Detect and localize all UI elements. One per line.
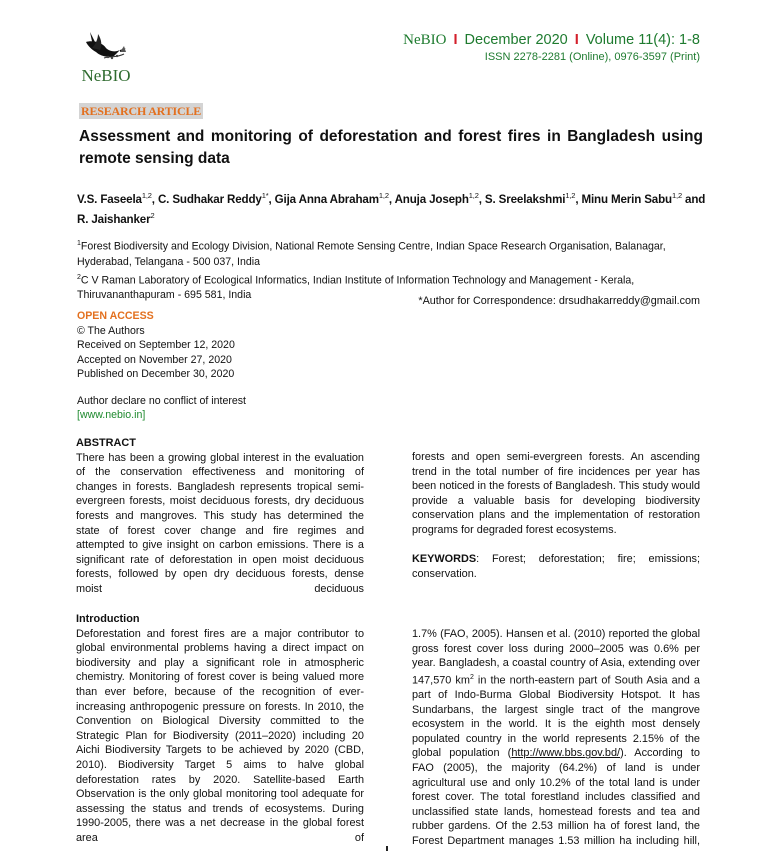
open-access-label: OPEN ACCESS bbox=[77, 310, 154, 322]
abstract-heading: ABSTRACT bbox=[76, 437, 136, 449]
introduction-heading: Introduction bbox=[76, 613, 140, 625]
volume-info: Volume 11(4): 1-8 bbox=[585, 32, 700, 48]
correspondence-line: *Author for Correspondence: drsudhakarreddy@gmail.com bbox=[418, 295, 700, 307]
author-affiliation-marker: 1,2 bbox=[141, 191, 152, 200]
logo-text: NeBIO bbox=[81, 66, 131, 85]
issue-date: December 2020 bbox=[464, 32, 568, 48]
author-affiliation-marker: 2 bbox=[150, 210, 155, 220]
accepted-date: Accepted on November 27, 2020 bbox=[77, 353, 232, 366]
introduction-right-column bbox=[412, 627, 700, 849]
affiliation-1: $^1$Forest Biodiversity and Ecology Division, National Remote Sensing Centre, Indian Space Research Organisation, Balanagar, Hyderabad, Telangana - 500 037, India bbox=[77, 240, 666, 268]
author-affiliation-marker: 1,2 bbox=[468, 191, 479, 200]
article-title: Assessment and monitoring of deforestation and forest fires in Bangladesh using remote sensing data bbox=[79, 128, 703, 167]
separator: I bbox=[453, 32, 458, 48]
abstract-text: There has been a growing global interest in the evaluation of the conservation effectiveness and monitoring of changes in forests. Bangladesh represents tropical semi-evergreen forests, moist deciduous forests, dry deciduous forests and mangroves. This study has determined the state of forest cover change and fire regimes and attempted to give insight on carbon emissions. There is a significant rate of deforestation in open moist deciduous forests, followed by open dry deciduous forests, dense moist deciduous bbox=[76, 451, 364, 595]
keywords bbox=[412, 552, 700, 581]
article-type-label: RESEARCH ARTICLE bbox=[81, 104, 202, 118]
affiliations bbox=[77, 236, 717, 303]
author-affiliation-marker: 1,2 bbox=[378, 191, 389, 200]
author-name: S. Sreelakshmi bbox=[484, 192, 566, 206]
website-link[interactable]: [www.nebio.in] bbox=[77, 409, 146, 421]
author-list: V.S. Faseela$^{1,2}$, C. Sudhakar Reddy$^{1*}$, Gija Anna Abraham$^{1,2}$, Anuja Joseph$^{1,2}$, S. Sreelakshmi$^{1,2}$, Minu Merin Sabu$^{1,2}$ and R. Jaishanker$^2$ bbox=[77, 191, 706, 226]
author-name: Minu Merin Sabu bbox=[581, 192, 672, 206]
author-affiliation-marker: 1,2 bbox=[671, 191, 682, 200]
author-name: R. Jaishanker bbox=[77, 212, 151, 226]
received-date: Received on September 12, 2020 bbox=[77, 339, 235, 351]
author-name: V.S. Faseela bbox=[77, 192, 142, 206]
author-name: C. Sudhakar Reddy bbox=[157, 192, 262, 206]
issn-line: ISSN 2278-2281 (Online), 0976-3597 (Print) bbox=[484, 51, 700, 63]
introduction-left-column bbox=[76, 612, 364, 846]
page-mark bbox=[386, 846, 388, 851]
abstract-right-column bbox=[412, 450, 700, 581]
author-name: Gija Anna Abraham bbox=[274, 192, 379, 206]
conflict-statement: Author declare no conflict of interest bbox=[77, 394, 247, 407]
keywords-label: KEYWORDS bbox=[412, 553, 477, 566]
abstract-left-column bbox=[76, 436, 364, 597]
separator: I bbox=[574, 32, 579, 48]
abstract-text-continued: forests and open semi-evergreen forests. An ascending trend in the total number of fire incidences per year has been noticed in the forests of Bangladesh. This study would provide a valuable basis for developing biodiversity conservation plans and the implementation of restoration programs for degraded forest ecosystems. bbox=[412, 451, 700, 536]
keywords-list: : Forest; deforestation; fire; emissions; conservation. bbox=[412, 553, 700, 580]
journal-logo bbox=[76, 30, 136, 90]
introduction-text-continued: 1.7% (FAO, 2005). Hansen et al. (2010) reported the global gross forest cover loss during 2000–2005 was 0.6% per year. Bangladesh, a coastal country of Asia, extending over 147,570 $km^2$ in the north-eastern part of South Asia and a part of Indo-Burma Global Biodiversity Hotspot. It has Sundarbans, the largest single tract of the mangrove ecosystem in the world. It is the eighth most densely populated country in the world represents 2.15% of the global population (http://www.bbs.gov.bd/). According to FAO (2005), the majority (64.2%) of land is under agricultural use and only 10.2% of the total land is under forest cover. The total forestland includes classified and unclassified state lands, homestead forests and tea and rubber gardens. Of the 2.53 million ha of forest land, the Forest Department manages 1.53 million ha including hill, bbox=[412, 628, 700, 847]
journal-citation-line bbox=[403, 32, 700, 49]
author-affiliation-marker: 1* bbox=[261, 191, 269, 200]
journal-name: NeBIO bbox=[403, 32, 447, 48]
bbs-link[interactable]: http://www.bbs.gov.bd/ bbox=[511, 747, 621, 760]
published-date: Published on December 30, 2020 bbox=[77, 368, 235, 380]
author-name: Anuja Joseph bbox=[394, 192, 469, 206]
hummingbird-icon bbox=[76, 30, 136, 70]
author-affiliation-marker: 1,2 bbox=[565, 191, 576, 200]
copyright-line: © The Authors bbox=[77, 324, 145, 337]
affiliation-2: $^2$C V Raman Laboratory of Ecological Informatics, Indian Institute of Information Technology and Management - Kerala, Thiruvananthapuram - 695 581, India bbox=[77, 273, 635, 302]
introduction-text: Deforestation and forest fires are a major contributor to global environmental problems having a direct impact on biodiversity and play a significant role in atmospheric chemistry. Monitoring of forest cover is being valued more than ever before, because of the recognition of ever-increasing anthropogenic pressure on forests. In 2010, the Convention on Biological Diversity committed to the Strategic Plan for Biodiversity (2011–2020) including 20 Aichi Biodiversity Targets to be achieved by 2020 (CBD, 2010). Biodiversity Target 5 aims to halve global deforestation rates by 2020. Satellite-based Earth Observation is the only global monitoring tool adequate for assessing the status and trends of ecosystems. During 1990-2005, there was a net decrease in the global forest area of bbox=[76, 627, 364, 844]
publication-meta bbox=[77, 309, 377, 423]
